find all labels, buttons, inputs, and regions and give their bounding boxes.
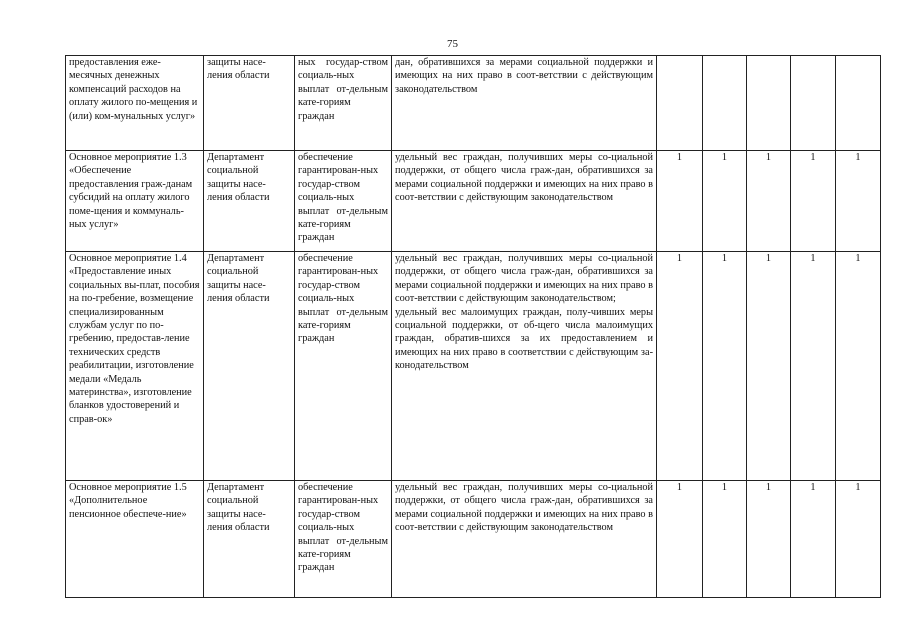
event-cell: Основное мероприятие 1.4 «Предоставление иных социальных вы-плат, пособия на по-гребение, возмещение специализированным службам услуг по по-гребению, предостав-ление технических средств реабилитации, изготовление медали «Медаль материнства», изготовление бланков удостоверений и справ-ок» — [66, 252, 204, 481]
event-cell: Основное мероприятие 1.5 «Дополнительное пенсионное обеспече-ние» — [66, 481, 204, 598]
event-cell: Основное мероприятие 1.3 «Обеспечение предоставления граж-данам субсидий на оплату жилого поме-щения и коммуналь-ных услуг» — [66, 151, 204, 252]
indicator-text: удельный вес граждан, получивших меры со-циальной поддержки, от общего числа граж-дан, обратившихся за мерами социальной поддержки и имеющих на них право в соот-ветствии с действующим законодательством — [395, 152, 653, 204]
executor-cell: Департамент социальной защиты насе-ления области — [204, 151, 295, 252]
indicator-cell — [392, 151, 657, 252]
table-row — [66, 56, 881, 151]
value-cell: 1 — [747, 151, 791, 252]
event-cell: предоставления еже-месячных денежных компенсаций расходов на оплату жилого по-мещения и (или) ком-мунальных услуг» — [66, 56, 204, 151]
indicator-cell — [392, 56, 657, 151]
indicator-text: удельный вес малоимущих граждан, полу-чивших меры социальной поддержки, от об-щего числа малоимущих граждан, обратив-шихся за их предоставлением и имеющих на них право в соответствии с действующим за-конодательством — [395, 306, 653, 372]
value-cell: 1 — [703, 481, 747, 598]
indicator-cell — [392, 252, 657, 481]
value-cell — [791, 56, 836, 151]
indicator-text: удельный вес граждан, получивших меры со-циальной поддержки, от общего числа граж-дан, обратившихся за мерами социальной поддержки и имеющих на них право в соот-ветствии с действующим законодательством — [395, 482, 653, 534]
value-cell: 1 — [657, 252, 703, 481]
direction-cell: обеспечение гарантирован-ных государ-ством социаль-ных выплат от-дельным кате-гориям граждан — [295, 252, 392, 481]
value-cell — [836, 56, 881, 151]
direction-cell: обеспечение гарантирован-ных государ-ством социаль-ных выплат от-дельным кате-гориям граждан — [295, 481, 392, 598]
value-cell: 1 — [836, 151, 881, 252]
value-cell — [747, 56, 791, 151]
executor-cell: защиты насе-ления области — [204, 56, 295, 151]
value-cell: 1 — [836, 481, 881, 598]
value-cell: 1 — [747, 481, 791, 598]
executor-cell: Департамент социальной защиты насе-ления области — [204, 252, 295, 481]
value-cell — [703, 56, 747, 151]
value-cell: 1 — [747, 252, 791, 481]
table-row — [66, 481, 881, 598]
indicator-cell — [392, 481, 657, 598]
executor-cell: Департамент социальной защиты насе-ления области — [204, 481, 295, 598]
value-cell: 1 — [791, 252, 836, 481]
indicator-text: дан, обратившихся за мерами социальной поддержки и имеющих на них право в соот-ветствии с действующим законодательством — [395, 57, 653, 95]
indicator-text: удельный вес граждан, получивших меры со-циальной поддержки, от общего числа граж-дан, обратившихся за мерами социальной поддержки и имеющих на них право в соот-ветствии с действующим законодательством; — [395, 253, 653, 305]
value-cell: 1 — [657, 481, 703, 598]
value-cell — [657, 56, 703, 151]
value-cell: 1 — [657, 151, 703, 252]
table-row — [66, 252, 881, 481]
direction-cell: обеспечение гарантирован-ных государ-ством социаль-ных выплат от-дельным кате-гориям граждан — [295, 151, 392, 252]
value-cell: 1 — [791, 481, 836, 598]
value-cell: 1 — [836, 252, 881, 481]
value-cell: 1 — [703, 151, 747, 252]
value-cell: 1 — [791, 151, 836, 252]
program-events-table — [65, 55, 881, 598]
table-row — [66, 151, 881, 252]
direction-cell: ных государ-ством социаль-ных выплат от-дельным кате-гориям граждан — [295, 56, 392, 151]
page-number: 75 — [447, 38, 458, 50]
value-cell: 1 — [703, 252, 747, 481]
